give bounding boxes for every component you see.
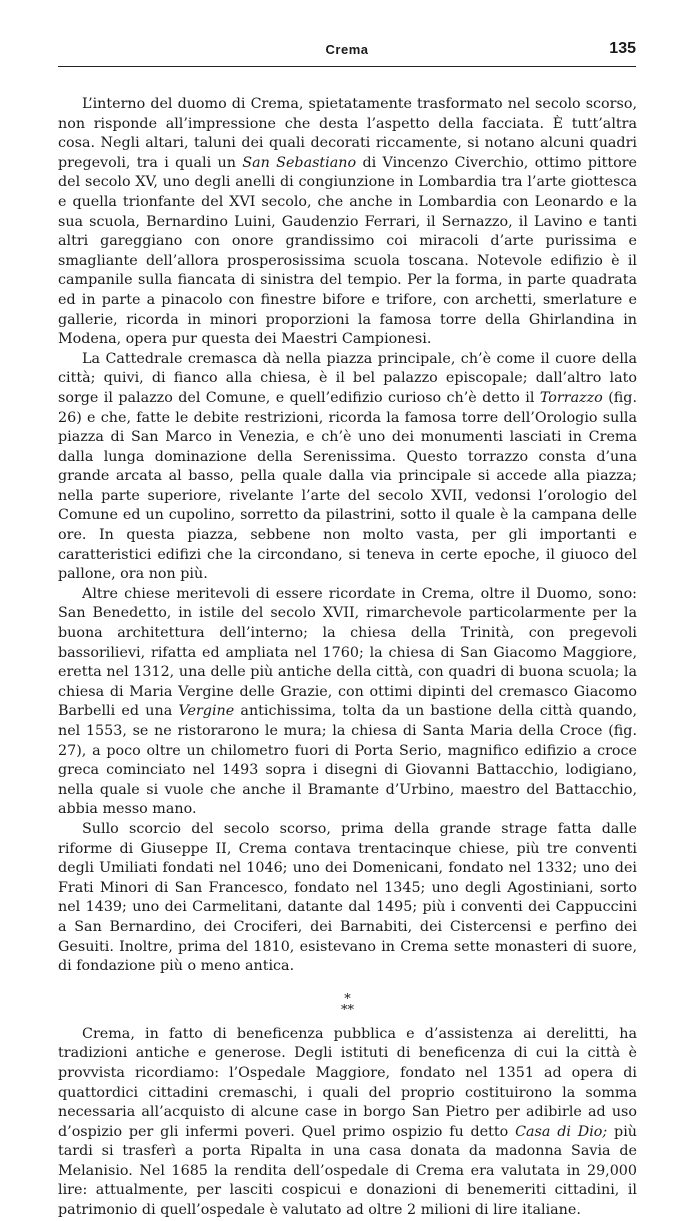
italic-run: Vergine (178, 703, 235, 720)
asterism-top: * (344, 991, 351, 1007)
paragraph-duomo-interior (58, 95, 637, 350)
paragraph-cattedrale-piazza (58, 350, 637, 585)
text-run: La Cattedrale cremasca dà nella piazza principale, ch’è come il cuore della città; quivi, di fianco alla chiesa, è il bel palazzo episcopale; dall’altro lato sorge il palazzo del Comune, e quell’edifizio curioso ch’è detto il (58, 350, 637, 406)
italic-run: Casa di Dio; (515, 1123, 608, 1140)
text-run: (fig. 26) e che, fatte le debite restrizioni, ricorda la famosa torre dell’Orologio sulla piazza di San Marco in Venezia, e ch’è uno dei monumenti lasciati in Crema dalla lunga dominazione della Serenissima. Questo torrazzo consta d’una grande arcata al basso, pella quale dalla via principale si accede alla piazza; nella parte superiore, rivelante l’arte del secolo XVII, vedonsi l’orologio del Comune ed un cupolino, sorretto da pilastrini, sotto il quale è la campana delle ore. In questa piazza, sebbene non molto vasta, per gli importanti e caratteristici edifizi che la circondano, si teneva in certe epoche, il giuoco del pallone, ora non più. (58, 389, 638, 583)
paragraph-altre-chiese (58, 585, 637, 820)
text-run: di Vincenzo Civerchio, ottimo pittore del secolo XV, uno degli anelli di congiunzione in Lombardia tra l’arte giottesca e quella trionfante del XVI secolo, che anche in Lombardia con Leonardo e la sua scuola, Bernardino Luini, Gaudenzio Ferrari, il Sernazzo, il Lavino e tanti altri gareggiano con onore grandissimo coi miracoli d’arte purissima e smagliante dell’allora prosperosissima scuola toscana. Notevole edifizio è il campanile sulla fiancata di sinistra del tempio. Per la forma, in parte quadrata ed in parte a pinacolo con finestre bifore e trifore, con archetti, smerlature e gallerie, ricorda in minori proporzioni la famosa torre della Ghirlandina in Modena, opera pur questa dei Maestri Campionesi. (58, 154, 637, 348)
paragraph-conventi (58, 820, 637, 977)
running-header (58, 42, 636, 72)
running-title: Crema (325, 42, 369, 57)
text-run: L’interno del duomo di Crema, spietatamente trasformato nel secolo scorso, non risponde all’impressione che desta l’aspetto della facciata. È tutt’altra cosa. Negli altari, taluni dei quali decorati riccamente, si notano alcuni quadri pregevoli, tra i quali un (58, 96, 637, 171)
page-number: 135 (609, 40, 636, 57)
asterism-bottom: ** (341, 1002, 354, 1018)
italic-run: Torrazzo (539, 389, 603, 406)
text-run: Altre chiese meritevoli di essere ricordate in Crema, oltre il Duomo, sono: San Benedetto, in istile del secolo XVII, rimarchevole particolarmente per la buona architettura dell’interno; la chiesa della Trinità, con pregevoli bassorilievi, rifatta ed ampliata nel 1760; la chiesa di San Giacomo Maggiore, eretta nel 1312, una delle più antiche della città, con quadri di buona scuola; la chiesa di Maria Vergine delle Grazie, con ottimi dipinti del cremasco Giacomo Barbelli ed una (58, 585, 637, 720)
text-run: più tardi si trasferì a porta Ripalta in una casa donata da madonna Savia de Melanisio. Nel 1685 la rendita dell’ospedale di Crema era valutata in 29,000 lire: attualmente, per lasciti cospicui e donazioni di benemeriti cittadini, il patrimonio di quell’ospedale è valutato ad oltre 2 milioni di lire italiane. (58, 1123, 637, 1219)
paragraph-beneficenza (58, 1025, 637, 1221)
text-run: Sullo scorcio del secolo scorso, prima della grande strage fatta dalle riforme di Giuseppe II, Crema contava trentacinque chiese, più tre conventi degli Umiliati fondati nel 1046; uno dei Domenicani, fondato nel 1332; uno dei Frati Minori di San Francesco, fondato nel 1345; uno degli Agostiniani, sorto nel 1439; uno dei Carmelitani, datante dal 1495; più i conventi dei Cappuccini a San Bernardino, dei Crociferi, dei Barnabiti, dei Cistercensi e perfino dei Gesuiti. Inoltre, prima del 1810, esistevano in Crema sette monasteri di suore, di fondazione più o meno antica. (58, 820, 637, 975)
header-rule (58, 66, 636, 67)
body-text (58, 95, 637, 1221)
text-run: Crema, in fatto di beneficenza pubblica e d’assistenza ai derelitti, ha tradizioni antiche e generose. Degli istituti di beneficenza di cui la città è provvista ricordiamo: l’Ospedale Maggiore, fondato nel 1351 ad opera di quattordici cittadini cremaschi, i quali del proprio costituirono la somma necessaria all’acquisto di alcune case in borgo San Pietro per adibirle ad uso d’ospizio per gli infermi poveri. Quel primo ospizio fu detto (58, 1025, 637, 1140)
text-run: antichissima, tolta da un bastione della città quando, nel 1553, se ne ristorarono le mura; la chiesa di Santa Maria della Croce (fig. 27), a poco oltre un chilometro fuori di Porta Serio, magnifico edifizio a croce greca cominciato nel 1493 sopra i disegni di Giovanni Battacchio, lodigiano, nella quale si vuole che anche il Bramante d’Urbino, maestro del Battacchio, abbia messo mano. (58, 703, 637, 818)
italic-run: San Sebastiano (242, 154, 357, 171)
section-asterism (58, 991, 637, 1018)
